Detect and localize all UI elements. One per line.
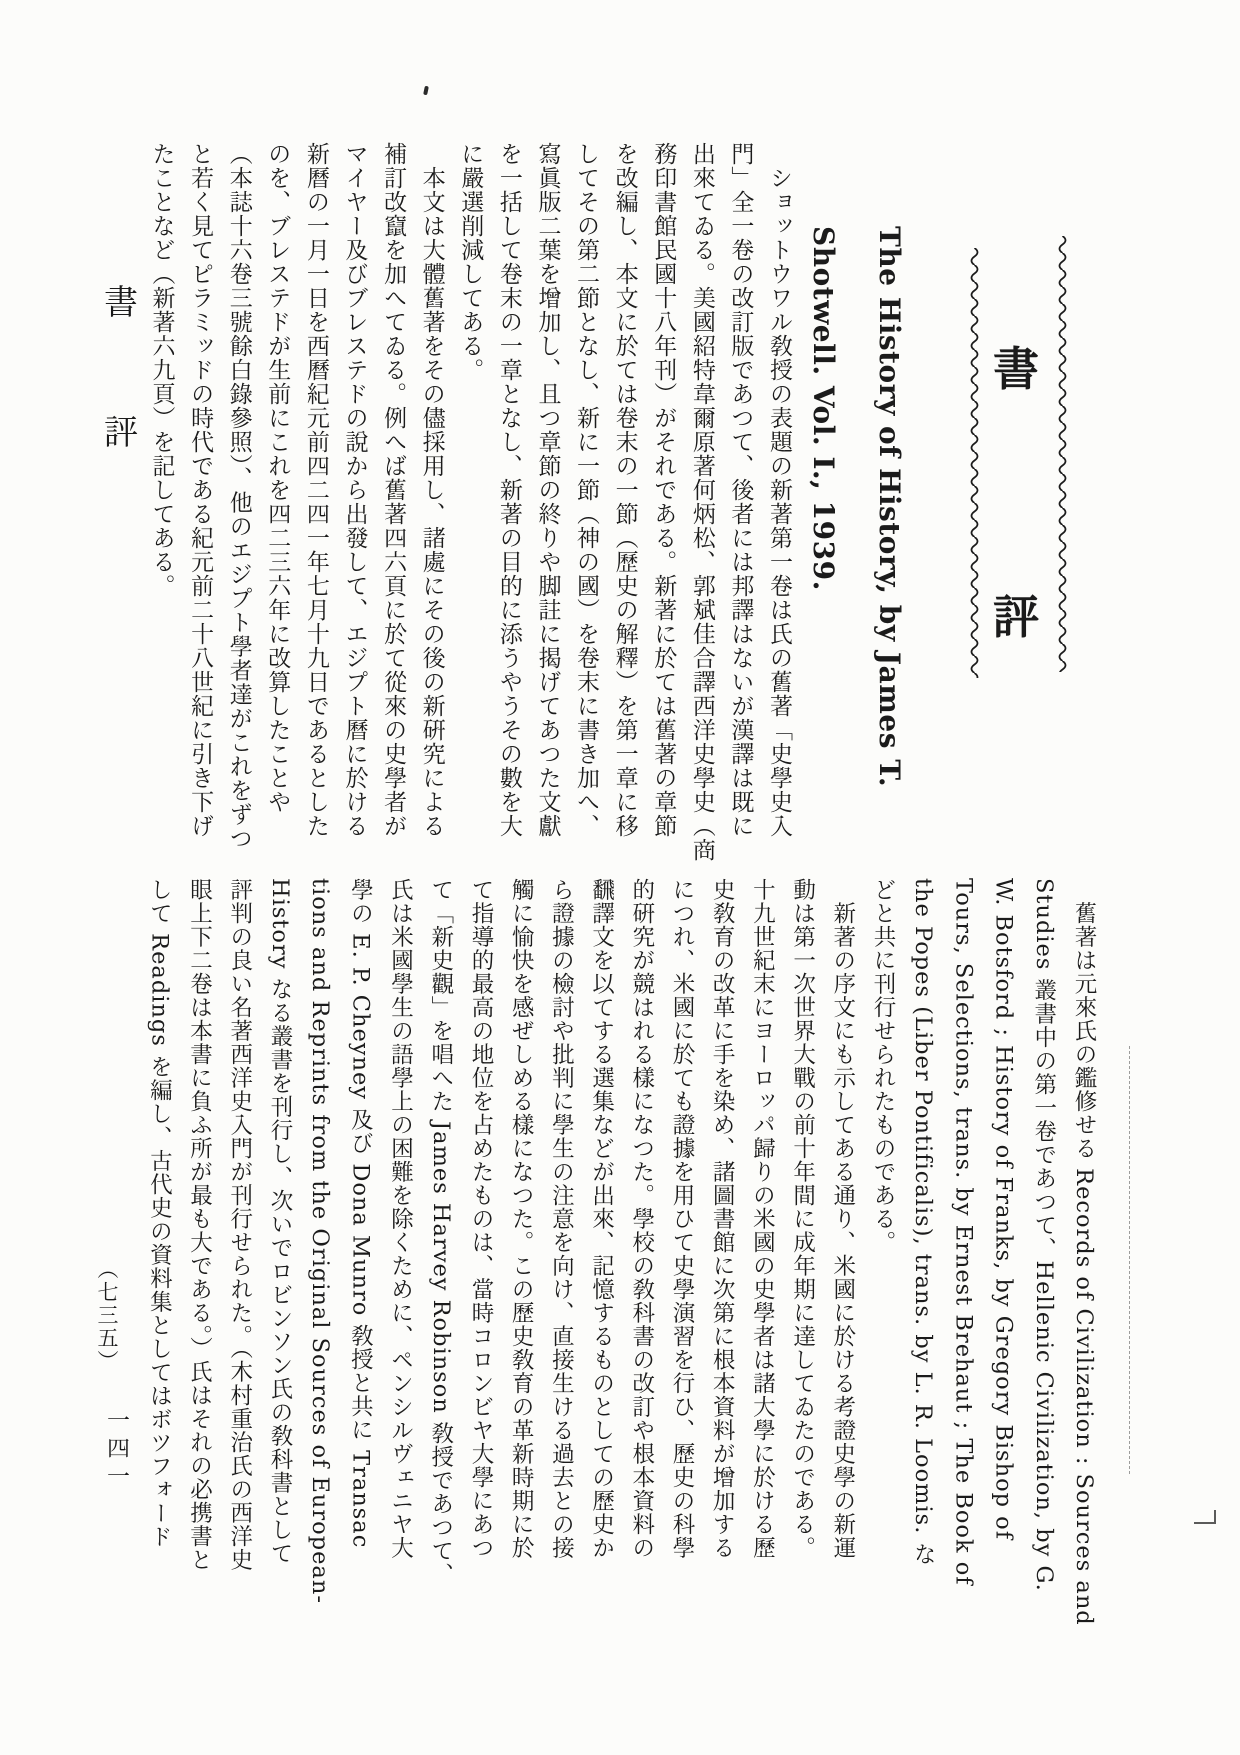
reviewed-book-title: [782, 226, 922, 856]
upper-text-column-8: を一括して卷末の一章となし、新著の目的に添うやうその數を大: [495, 142, 522, 838]
lower-text-column-9: 十九世紀末にヨーロッパ歸りの米國の史學者は諸大學に於ける歷: [749, 878, 776, 1560]
upper-text-column-7: 寫眞版二葉を增加し、且つ章節の終りや脚註に揭げてあつた文獻: [534, 142, 561, 838]
scan-artifact-edge-dashes: [1129, 1046, 1130, 1474]
upper-text-column-10: 本文は大體舊著をその儘採用し、諸處にその後の新硏究による: [418, 142, 445, 838]
upper-text-column-5: を改編し、本文に於ては卷末の一節（歷史の解釋）を第一章に移: [611, 142, 638, 838]
running-head-char-sho: 書: [104, 283, 138, 323]
upper-text-column-15: （本誌十六卷三號餘白錄參照）、他のエジプト學者達がこれをずつ: [225, 142, 252, 851]
section-header: [962, 228, 1080, 688]
lower-text-column-5: the Popes (Liber Pontificalis), trans. by L. R. Loomis. な: [910, 878, 937, 1567]
lower-text-column-8: 動は第一次世界大戰の前十年間に成年期に達してゐたのである。: [789, 878, 816, 1560]
upper-text-column-3: 出來てゐる。美國紹特韋爾原著何炳松、郭斌佳合譯西洋史學史（商: [688, 142, 715, 862]
lower-text-column-16: て指導的最高の地位を占めたものは、當時コロンビヤ大學にあつ: [467, 878, 494, 1560]
upper-text-column-13: 新曆の一月一日を西曆紀元前四二四一年七月十九日であるとした: [302, 142, 329, 838]
review-text-upper-block: [138, 142, 798, 862]
scan-artifact-corner-mark: [1194, 1510, 1216, 1524]
upper-text-column-1: ショットウワル敎授の表題の新著第一卷は氏の舊著「史學史入: [766, 142, 792, 838]
lower-text-column-22: 評判の良い名著西洋史入門が刊行せられた。（木村重治氏の西洋史: [226, 878, 253, 1572]
lower-text-column-10: 史敎育の改革に手を染め、諸圖書館に次第に根本資料が增加する: [709, 878, 736, 1560]
lower-text-column-20: tions and Reprints from the Original Sources of European-: [307, 878, 334, 1604]
folio-label: （七三五）: [95, 1258, 119, 1373]
reviewed-book-title-line2: Shotwell. Vol. I., 1939.: [807, 226, 840, 591]
upper-text-column-4: 務印書館民國十八年刊）がそれである。新著に於ては舊著の章節: [650, 142, 677, 838]
section-header-char-hyo: 評: [993, 590, 1039, 644]
lower-text-column-13: 飜譯文を以てする選集などが出來、記憶するものとしての歷史か: [588, 878, 615, 1560]
lower-text-column-3: W. Botsford ; History of Franks, by Gregory Bishop of: [990, 878, 1017, 1541]
lower-text-column-4: Tours, Selections, trans. by Ernest Brehaut ; The Book of: [950, 878, 977, 1586]
lower-text-column-12: 的硏究が競はれる樣になつた。學校の敎科書の改訂や根本資料の: [628, 878, 655, 1560]
lower-text-column-17: て「新史觀」を唱へた James Harvey Robinson 敎授であつて、: [427, 878, 454, 1587]
lower-text-column-2: Studies 叢書中の第一卷であつて、Hellenic Civilization, by G.: [1030, 878, 1057, 1592]
upper-text-column-14: のを、ブレステドが生前にこれを四二三六年に改算したことや: [264, 142, 291, 814]
lower-text-column-7: 新著の序文にも示してある通り、米國に於ける考證史學の新運: [829, 878, 856, 1560]
section-header-char-sho: 書: [993, 342, 1039, 396]
upper-text-column-17: たことなど（新著六九頁）を記してある。: [148, 142, 175, 598]
lower-text-column-19: 學の E. P. Cheyney 及び Dona Munro 敎授と共に Transac: [347, 878, 374, 1549]
lower-text-column-18: 氏は米國學生の語學上の困難を除くために、ペンシルヴェニヤ大: [387, 878, 414, 1560]
lower-text-column-11: につれ、米國に於ても證據を用ひて史學演習を行ひ、歷史の科學: [668, 878, 695, 1560]
lower-text-column-24: して Readings を編し、古代史の資料集としてはボツフォード: [146, 878, 173, 1549]
lower-text-column-21: History なる叢書を刊行し、次いでロビンソン氏の敎科書として: [266, 878, 293, 1566]
upper-text-column-11: 補訂改竄を加へてゐる。例へば舊著四六頁に於て從來の史學者が: [380, 142, 407, 838]
lower-text-column-15: 觸に愉快を感ぜしめる樣になつた。この歷史敎育の革新時期に於: [508, 878, 535, 1560]
lower-text-column-1: 舊著は元來氏の鑑修せる Records of Civilization : Sources and: [1071, 878, 1097, 1626]
wavy-rule-icon: [1056, 236, 1070, 672]
lower-text-column-6: どと共に刊行せられたものである。: [869, 878, 896, 1254]
running-head-char-hyo: 評: [104, 413, 138, 453]
lower-text-column-14: ら證據の檢討や批判に學生の注意を向け、直接生ける過去との接: [548, 878, 575, 1560]
upper-text-column-2: 門」全一卷の改訂版であつて、後者には邦譯はないが漢譯は既に: [727, 142, 754, 838]
wavy-rule-icon: [968, 248, 982, 678]
upper-text-column-9: に嚴選削減してある。: [457, 142, 484, 382]
lower-text-column-23: 眼上下二卷は本書に負ふ所が最も大である。）氏はそれの必携書と: [186, 878, 213, 1572]
upper-text-column-6: してその第二節となし、新に一節（神の國）を卷末に書き加へ、: [573, 142, 600, 838]
scan-artifact-speck: [423, 86, 429, 96]
page-number: 一四一: [103, 1408, 129, 1492]
review-text-lower-block: [136, 878, 1104, 1626]
section-header-title: [993, 342, 1039, 644]
reviewed-book-title-line1: The History of History, by James T.: [873, 226, 906, 788]
upper-text-column-12: マイヤー及びブレステドの說から出發して、エジプト曆に於ける: [341, 142, 368, 838]
running-head: [104, 283, 138, 453]
upper-text-column-16: と若く見てピラミッドの時代である紀元前二十八世紀に引き下げ: [187, 142, 214, 838]
